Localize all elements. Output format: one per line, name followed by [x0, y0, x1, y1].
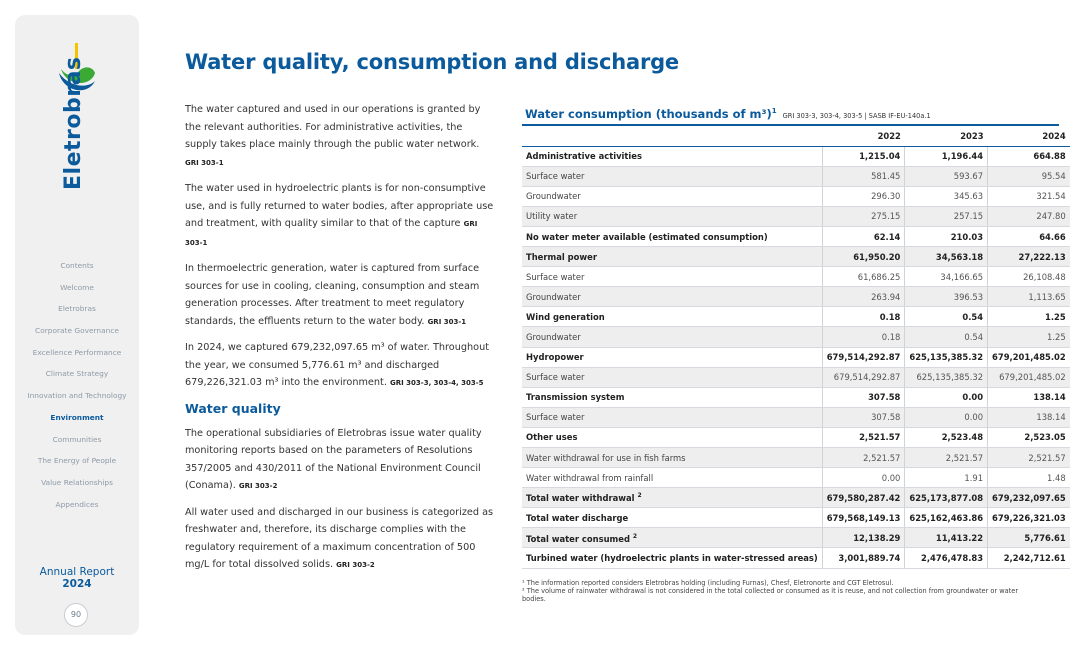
- value-cell-2023: 345.63: [905, 186, 988, 206]
- table-row: [522, 327, 1070, 347]
- water-consumption-table: [522, 126, 1070, 569]
- gri-reference: GRI 303-2: [238, 482, 278, 490]
- footnote-mark: 2: [632, 532, 638, 540]
- annual-report-year: 2024: [62, 578, 92, 590]
- paragraph-text: The operational subsidiaries of Eletrobras issue water quality monitoring reports based on the parameters of Resolutions 357/2005 and 430/2011 of the National Environment Council (Conama).: [185, 427, 482, 491]
- row-label-text: Other uses: [526, 432, 578, 443]
- value-cell-2023: 210.03: [905, 226, 988, 246]
- table-row: [522, 468, 1070, 488]
- value-cell-2022: 61,686.25: [822, 267, 905, 287]
- value-cell-2024: 664.88: [988, 146, 1070, 166]
- value-cell-2024: 26,108.48: [988, 267, 1070, 287]
- table-header-row: [522, 126, 1070, 146]
- value-cell-2023: 2,521.57: [905, 448, 988, 468]
- value-cell-2023: 34,166.65: [905, 267, 988, 287]
- row-label: [522, 307, 822, 327]
- footnote: ² The volume of rainwater withdrawal is not considered in the total collected or consumed as it is reuse, and not collection from groundwater or water bodies.: [522, 587, 1019, 604]
- table-row: [522, 307, 1070, 327]
- footnote: ¹ The information reported considers Eletrobras holding (including Furnas), Chesf, Eletronorte and CGT Eletrosul.: [522, 579, 894, 587]
- table-row: [522, 427, 1070, 447]
- row-label: [522, 166, 822, 186]
- value-cell-2023: 625,135,385.32: [905, 367, 988, 387]
- value-cell-2022: 581.45: [822, 166, 905, 186]
- row-label: [522, 488, 822, 508]
- row-label: [522, 528, 822, 548]
- row-label: [522, 206, 822, 226]
- nav-item-environment[interactable]: Environment: [50, 412, 104, 422]
- nav-item-energy-of-people[interactable]: The Energy of People: [37, 456, 117, 466]
- table-row: [522, 146, 1070, 166]
- value-cell-2024: 679,226,321.03: [988, 508, 1070, 528]
- row-label-text: Water withdrawal for use in fish farms: [526, 452, 686, 463]
- value-cell-2022: 0.18: [822, 327, 905, 347]
- value-cell-2024: 679,201,485.02: [988, 367, 1070, 387]
- value-cell-2024: 95.54: [988, 166, 1070, 186]
- paragraph-text: The water used in hydroelectric plants is for non-consumptive use, and is fully returned to water bodies, after appropriate use and treatment, with quality similar to that of the capture: [185, 183, 494, 229]
- paragraph: [185, 339, 495, 393]
- row-label: [522, 427, 822, 447]
- value-cell-2024: 138.14: [988, 407, 1070, 427]
- row-label: [522, 267, 822, 287]
- value-cell-2022: 679,514,292.87: [822, 347, 905, 367]
- row-label-text: Total water withdrawal: [526, 493, 635, 504]
- brand-wordmark: Eletrobras: [61, 56, 86, 190]
- row-label: [522, 226, 822, 246]
- value-cell-2024: 679,232,097.65: [988, 488, 1070, 508]
- row-label-text: Total water discharge: [526, 512, 629, 523]
- value-cell-2022: 2,521.57: [822, 448, 905, 468]
- row-label-text: Groundwater: [526, 291, 581, 302]
- table-title-footnote-mark: 1: [771, 107, 777, 116]
- value-cell-2023: 625,135,385.32: [905, 347, 988, 367]
- paragraph: [185, 180, 495, 252]
- value-cell-2022: 1,215.04: [822, 146, 905, 166]
- value-cell-2022: 0.00: [822, 468, 905, 488]
- value-cell-2022: 679,514,292.87: [822, 367, 905, 387]
- row-label-text: Turbined water (hydroelectric plants in water-stressed areas): [526, 553, 818, 564]
- value-cell-2024: 64.66: [988, 226, 1070, 246]
- table-row: [522, 448, 1070, 468]
- table-row: [522, 247, 1070, 267]
- value-cell-2023: 0.54: [905, 327, 988, 347]
- row-label-text: No water meter available (estimated consumption): [526, 231, 768, 242]
- paragraph: [185, 425, 495, 496]
- table-body: [522, 146, 1070, 568]
- value-cell-2024: 1.48: [988, 468, 1070, 488]
- row-label-text: Surface water: [526, 372, 585, 383]
- table-row: [522, 347, 1070, 367]
- table-row: [522, 488, 1070, 508]
- row-label-text: Administrative activities: [526, 151, 642, 162]
- table-row: [522, 387, 1070, 407]
- table-row: [522, 367, 1070, 387]
- value-cell-2023: 2,476,478.83: [905, 548, 988, 568]
- page-number: 90: [64, 603, 88, 627]
- value-cell-2023: 34,563.18: [905, 247, 988, 267]
- nav-item-contents[interactable]: Contents: [60, 261, 94, 270]
- page-title: Water quality, consumption and discharge: [185, 50, 679, 74]
- table-row: [522, 206, 1070, 226]
- nav-item-value-relationships[interactable]: Value Relationships: [41, 477, 113, 487]
- value-cell-2024: 1.25: [988, 307, 1070, 327]
- annual-report-label: [15, 566, 139, 590]
- value-cell-2023: 625,162,463.86: [905, 508, 988, 528]
- header-year-2022: 2022: [822, 126, 905, 146]
- row-label: [522, 327, 822, 347]
- value-cell-2022: 0.18: [822, 307, 905, 327]
- row-label-text: Groundwater: [526, 191, 581, 202]
- gri-reference: GRI 303-3, 303-4, 303-5: [390, 379, 484, 387]
- table-footnotes: [522, 579, 1042, 604]
- table-gri-refs: GRI 303-3, 303-4, 303-5 | SASB IF-EU-140a.1: [782, 112, 931, 120]
- value-cell-2022: 2,521.57: [822, 427, 905, 447]
- row-label-text: Surface water: [526, 412, 585, 423]
- value-cell-2022: 296.30: [822, 186, 905, 206]
- table-row: [522, 508, 1070, 528]
- table-row: [522, 186, 1070, 206]
- value-cell-2022: 263.94: [822, 287, 905, 307]
- nav-item-climate-strategy[interactable]: Climate Strategy: [45, 369, 109, 379]
- footnote-mark: 2: [637, 492, 642, 500]
- value-cell-2024: 1,113.65: [988, 287, 1070, 307]
- table-row: [522, 548, 1070, 568]
- row-label: [522, 186, 822, 206]
- header-year-2023: 2023: [905, 126, 988, 146]
- row-label-text: Utility water: [526, 211, 578, 222]
- gri-reference: GRI 303-2: [336, 561, 375, 569]
- nav-item-communities[interactable]: Communities: [52, 434, 102, 444]
- value-cell-2024: 138.14: [988, 387, 1070, 407]
- section-subheading: Water quality: [185, 400, 281, 416]
- value-cell-2022: 275.15: [822, 206, 905, 226]
- value-cell-2023: 0.00: [905, 407, 988, 427]
- table-title-text: Water consumption (thousands of m³): [525, 107, 772, 121]
- section-nav: [15, 255, 139, 515]
- row-label: [522, 146, 822, 166]
- value-cell-2024: 247.80: [988, 206, 1070, 226]
- row-label: [522, 508, 822, 528]
- header-year-2024: 2024: [988, 126, 1070, 146]
- value-cell-2024: 679,201,485.02: [988, 347, 1070, 367]
- value-cell-2024: 321.54: [988, 186, 1070, 206]
- value-cell-2024: 2,523.05: [988, 427, 1070, 447]
- value-cell-2023: 396.53: [905, 287, 988, 307]
- row-label-text: Transmission system: [526, 392, 625, 403]
- value-cell-2022: 12,138.29: [822, 528, 905, 548]
- value-cell-2023: 625,173,877.08: [905, 488, 988, 508]
- sidebar: [15, 15, 139, 635]
- row-label-text: Thermal power: [526, 251, 597, 262]
- row-label: [522, 448, 822, 468]
- value-cell-2022: 3,001,889.74: [822, 548, 905, 568]
- nav-item-corporate-governance[interactable]: Corporate Governance: [35, 326, 119, 336]
- value-cell-2023: 593.67: [905, 166, 988, 186]
- row-label-text: Water withdrawal from rainfall: [526, 472, 654, 483]
- value-cell-2023: 0.00: [905, 387, 988, 407]
- row-label-text: Hydropower: [526, 352, 584, 363]
- nav-item-welcome[interactable]: Welcome: [60, 282, 94, 292]
- row-label: [522, 407, 822, 427]
- value-cell-2022: 679,580,287.42: [822, 488, 905, 508]
- table-title: [525, 107, 931, 121]
- row-label: [522, 468, 822, 488]
- value-cell-2022: 307.58: [822, 407, 905, 427]
- value-cell-2023: 0.54: [905, 307, 988, 327]
- value-cell-2024: 27,222.13: [988, 247, 1070, 267]
- value-cell-2023: 1.91: [905, 468, 988, 488]
- value-cell-2024: 2,521.57: [988, 448, 1070, 468]
- nav-item-appendices[interactable]: Appendices: [55, 499, 99, 509]
- table-row: [522, 287, 1070, 307]
- header-label-cell: [522, 126, 822, 146]
- gri-reference: GRI 303-1: [185, 220, 478, 247]
- table-row: [522, 166, 1070, 186]
- value-cell-2023: 257.15: [905, 206, 988, 226]
- row-label-text: Wind generation: [526, 311, 605, 322]
- paragraph-text: All water used and discharged in our business is categorized as freshwater and, therefore, its discharge complies with the regulatory requirement of a maximum concentration of 500 mg/L for total dissolved solids.: [185, 506, 494, 570]
- table-row: [522, 528, 1070, 548]
- table-row: [522, 267, 1070, 287]
- value-cell-2024: 2,242,712.61: [988, 548, 1070, 568]
- table-row: [522, 226, 1070, 246]
- row-label: [522, 548, 822, 568]
- body-text: [185, 101, 495, 583]
- gri-reference: GRI 303-1: [185, 158, 224, 167]
- row-label: [522, 347, 822, 367]
- value-cell-2023: 2,523.48: [905, 427, 988, 447]
- value-cell-2022: 62.14: [822, 226, 905, 246]
- paragraph-text: The water captured and used in our operations is granted by the relevant authorities. For administrative activities, the supply takes place mainly through the public water network.: [185, 104, 481, 150]
- table-row: [522, 407, 1070, 427]
- nav-item-eletrobras[interactable]: Eletrobras: [58, 304, 96, 314]
- value-cell-2024: 5,776.61: [988, 528, 1070, 548]
- value-cell-2024: 1.25: [988, 327, 1070, 347]
- paragraph-text: In thermoelectric generation, water is captured from surface sources for use in cooling, cleaning, consumption and steam generation processes. After treatment to meet regulatory standards, the effluents return to the water body.: [185, 263, 480, 327]
- value-cell-2022: 307.58: [822, 387, 905, 407]
- row-label: [522, 247, 822, 267]
- value-cell-2022: 679,568,149.13: [822, 508, 905, 528]
- row-label: [522, 387, 822, 407]
- paragraph: [185, 504, 495, 575]
- row-label: [522, 367, 822, 387]
- value-cell-2023: 11,413.22: [905, 528, 988, 548]
- nav-item-excellence-performance[interactable]: Excellence Performance: [32, 347, 122, 357]
- nav-item-innovation-technology[interactable]: Innovation and Technology: [27, 391, 127, 401]
- paragraph: [185, 260, 495, 331]
- value-cell-2022: 61,950.20: [822, 247, 905, 267]
- gri-reference: GRI 303-1: [427, 317, 467, 326]
- row-label: [522, 287, 822, 307]
- row-label-text: Surface water: [526, 171, 585, 182]
- row-label-text: Surface water: [526, 271, 585, 282]
- paragraph-text: In 2024, we captured 679,232,097.65 m³ of water. Throughout the year, we consumed 5,776.61 m³ and discharged 679,226,321.03 m³ into the environment.: [185, 342, 490, 388]
- paragraph: [185, 101, 495, 172]
- row-label-text: Total water consumed: [526, 533, 630, 544]
- row-label-text: Groundwater: [526, 331, 581, 342]
- annual-report-title: Annual Report: [39, 566, 115, 578]
- value-cell-2023: 1,196.44: [905, 146, 988, 166]
